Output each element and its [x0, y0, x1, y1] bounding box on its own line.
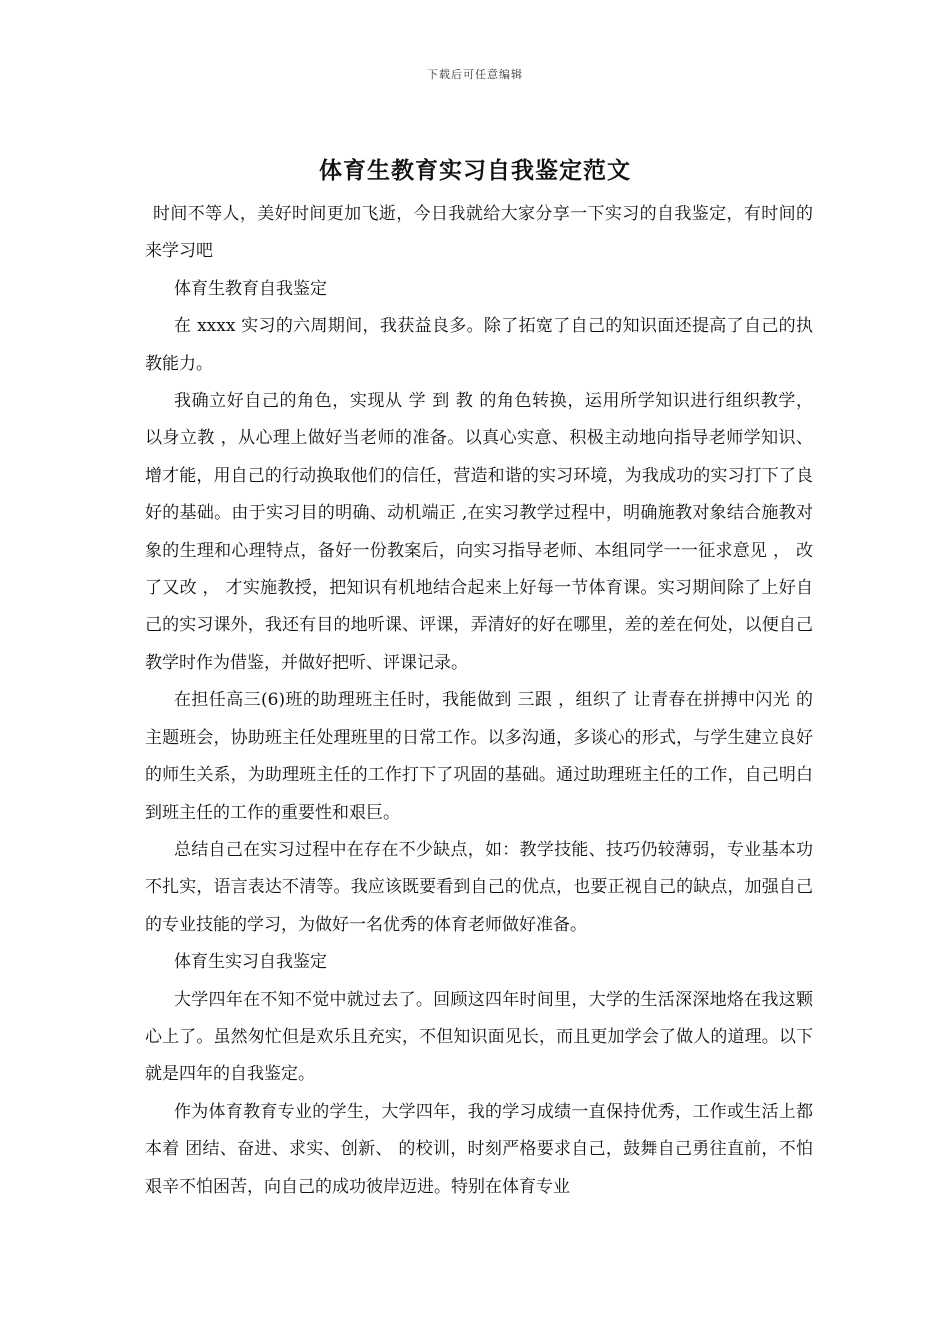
header-note: 下载后可任意编辑: [427, 68, 523, 81]
paragraph: 我确立好自己的角色，实现从 学 到 教 的角色转换，运用所学知识进行组织教学， 以身立教 ，从心理上做好当老师的准备。以真心实意、积极主动地向指导老师学知识、增才能，用自己的行动换取他们的信任，营造和谐的实习环境，为我成功的实习打下了良好的基础。由于实习目的明确、动机端正 ,在实习教学过程中，明确施教对象结合施教对象的生理和心理特点，备好一份教案后，向实习指导老师、本组同学一一征求意见 ， 改了又改 ， 才实施教授，把知识有机地结合起来上好每一节体育课。实习期间除了上好自己的实习课外，我还有目的地听课、评课，弄清好的好在哪里，差的差在何处，以便自己教学时作为借鉴，并做好把听、评课记录。: [145, 391, 813, 673]
document-body: [145, 196, 813, 1206]
paragraph-intro: 时间不等人，美好时间更加飞逝，今日我就给大家分享一下实习的自我鉴定，有时间的来学习吧: [145, 204, 813, 262]
paragraph: 在担任高三(6)班的助理班主任时，我能做到 三跟 ，组织了 让青春在拼搏中闪光 的主题班会，协助班主任处理班里的日常工作。以多沟通，多谈心的形式，与学生建立良好的师生关系，为助理班主任的工作打下了巩固的基础。通过助理班主任的工作，自己明白到班主任的工作的重要性和艰巨。: [145, 690, 813, 823]
paragraph: 在 xxxx 实习的六周期间，我获益良多。除了拓宽了自己的知识面还提高了自己的执教能力。: [145, 316, 813, 374]
paragraph: 大学四年在不知不觉中就过去了。回顾这四年时间里，大学的生活深深地烙在我这颗心上了。虽然匆忙但是欢乐且充实，不但知识面见长，而且更加学会了做人的道理。以下就是四年的自我鉴定。: [145, 989, 813, 1085]
paragraph: 总结自己在实习过程中在存在不少缺点，如：教学技能、技巧仍较薄弱，专业基本功不扎实，语言表达不清等。我应该既要看到自己的优点，也要正视自己的缺点，加强自己的专业技能的学习，为做好一名优秀的体育老师做好准备。: [145, 839, 813, 935]
section-heading-internship: 体育生实习自我鉴定: [174, 952, 327, 973]
section-heading-education: 体育生教育自我鉴定: [174, 278, 327, 299]
document-title: 体育生教育实习自我鉴定范文: [319, 157, 631, 184]
paragraph: 作为体育教育专业的学生，大学四年，我的学习成绩一直保持优秀，工作或生活上都本着 团结、奋进、求实、创新、 的校训，时刻严格要求自己，鼓舞自己勇往直前，不怕艰辛不怕困苦，向自己的成功彼岸迈进。特别在体育专业: [145, 1101, 813, 1197]
